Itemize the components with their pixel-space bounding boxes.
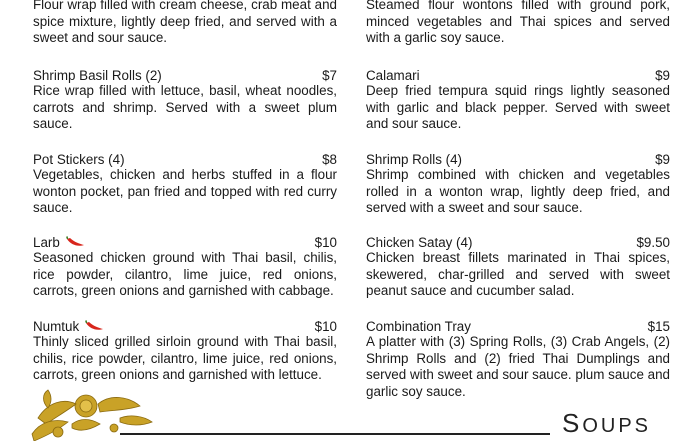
menu-item-name: Calamari	[366, 67, 420, 83]
menu-item	[366, 318, 670, 400]
menu-item	[366, 151, 670, 217]
menu-item-description: Chicken breast fillets marinated in Thai spices, skewered, char-grilled and served with sweet peanut sauce and cucumber salad.	[366, 250, 670, 298]
menu-item-name: Shrimp Rolls (4)	[366, 151, 462, 167]
menu-item-description: Deep fried tempura squid rings lightly seasoned with garlic and black pepper. Served with sweet and sour sauce.	[366, 83, 670, 131]
menu-item-name: Chicken Satay (4)	[366, 234, 473, 250]
menu-item-description: Thinly sliced grilled sirloin ground with Thai basil, chilis, rice powder, cilantro, lime juice, red onions, carrots, green onions and garnished with lettuce.	[33, 334, 337, 382]
menu-item-description: Shrimp combined with chicken and vegetables rolled in a wonton wrap, lightly deep fried, and served with a sweet and sour sauce.	[366, 167, 670, 215]
menu-item-price: $8	[322, 151, 337, 167]
menu-item-price: $9	[655, 67, 670, 83]
chili-pepper-icon	[83, 320, 105, 332]
menu-item	[366, 0, 670, 47]
menu-item	[366, 234, 670, 300]
menu-item-name: Combination Tray	[366, 318, 471, 334]
menu-item	[366, 67, 670, 133]
menu-item-description: Flour wrap filled with cream cheese, crab meat and spice mixture, lightly deep fried, and served with a sweet and sour sauce.	[33, 0, 337, 45]
section-title-rest: OUPS	[582, 415, 652, 437]
menu-item	[33, 318, 337, 384]
menu-item-description: Seasoned chicken ground with Thai basil, chilis, rice powder, cilantro, lime juice, red onions, carrots, green onions and garnished with cabbage.	[33, 250, 337, 298]
menu-item	[33, 0, 337, 47]
menu-item-description: Steamed flour wontons filled with ground pork, minced vegetables and Thai spices and served with a garlic soy sauce.	[366, 0, 670, 45]
menu-item-name: Numtuk	[33, 318, 80, 334]
menu-item-name: Larb	[33, 234, 60, 250]
menu-item	[33, 151, 337, 217]
menu-item-price: $15	[647, 318, 670, 334]
section-title	[562, 408, 651, 439]
menu-item	[33, 234, 337, 300]
chili-pepper-icon	[64, 236, 86, 248]
menu-item-price: $9	[655, 151, 670, 167]
menu-item-price: $10	[314, 318, 337, 334]
menu-item-name: Shrimp Basil Rolls (2)	[33, 67, 162, 83]
menu-item-price: $10	[314, 234, 337, 250]
menu-item-description: Vegetables, chicken and herbs stuffed in a flour wonton pocket, pan fried and topped with red curry sauce.	[33, 167, 337, 215]
menu-item-price: $7	[322, 67, 337, 83]
section-title-initial: S	[562, 408, 583, 438]
menu-item	[33, 67, 337, 133]
section-divider	[120, 433, 550, 435]
menu-item-name: Pot Stickers (4)	[33, 151, 125, 167]
menu-item-description: Rice wrap filled with lettuce, basil, wheat noodles, carrots and shrimp. Served with a sweet plum sauce.	[33, 83, 337, 131]
menu-item-description: A platter with (3) Spring Rolls, (3) Crab Angels, (2) Shrimp Rolls and (2) fried Thai Dumplings and served with sweet and sour sauce. plum sauce and garlic soy sauce.	[366, 334, 670, 399]
menu-item-price: $9.50	[636, 234, 670, 250]
